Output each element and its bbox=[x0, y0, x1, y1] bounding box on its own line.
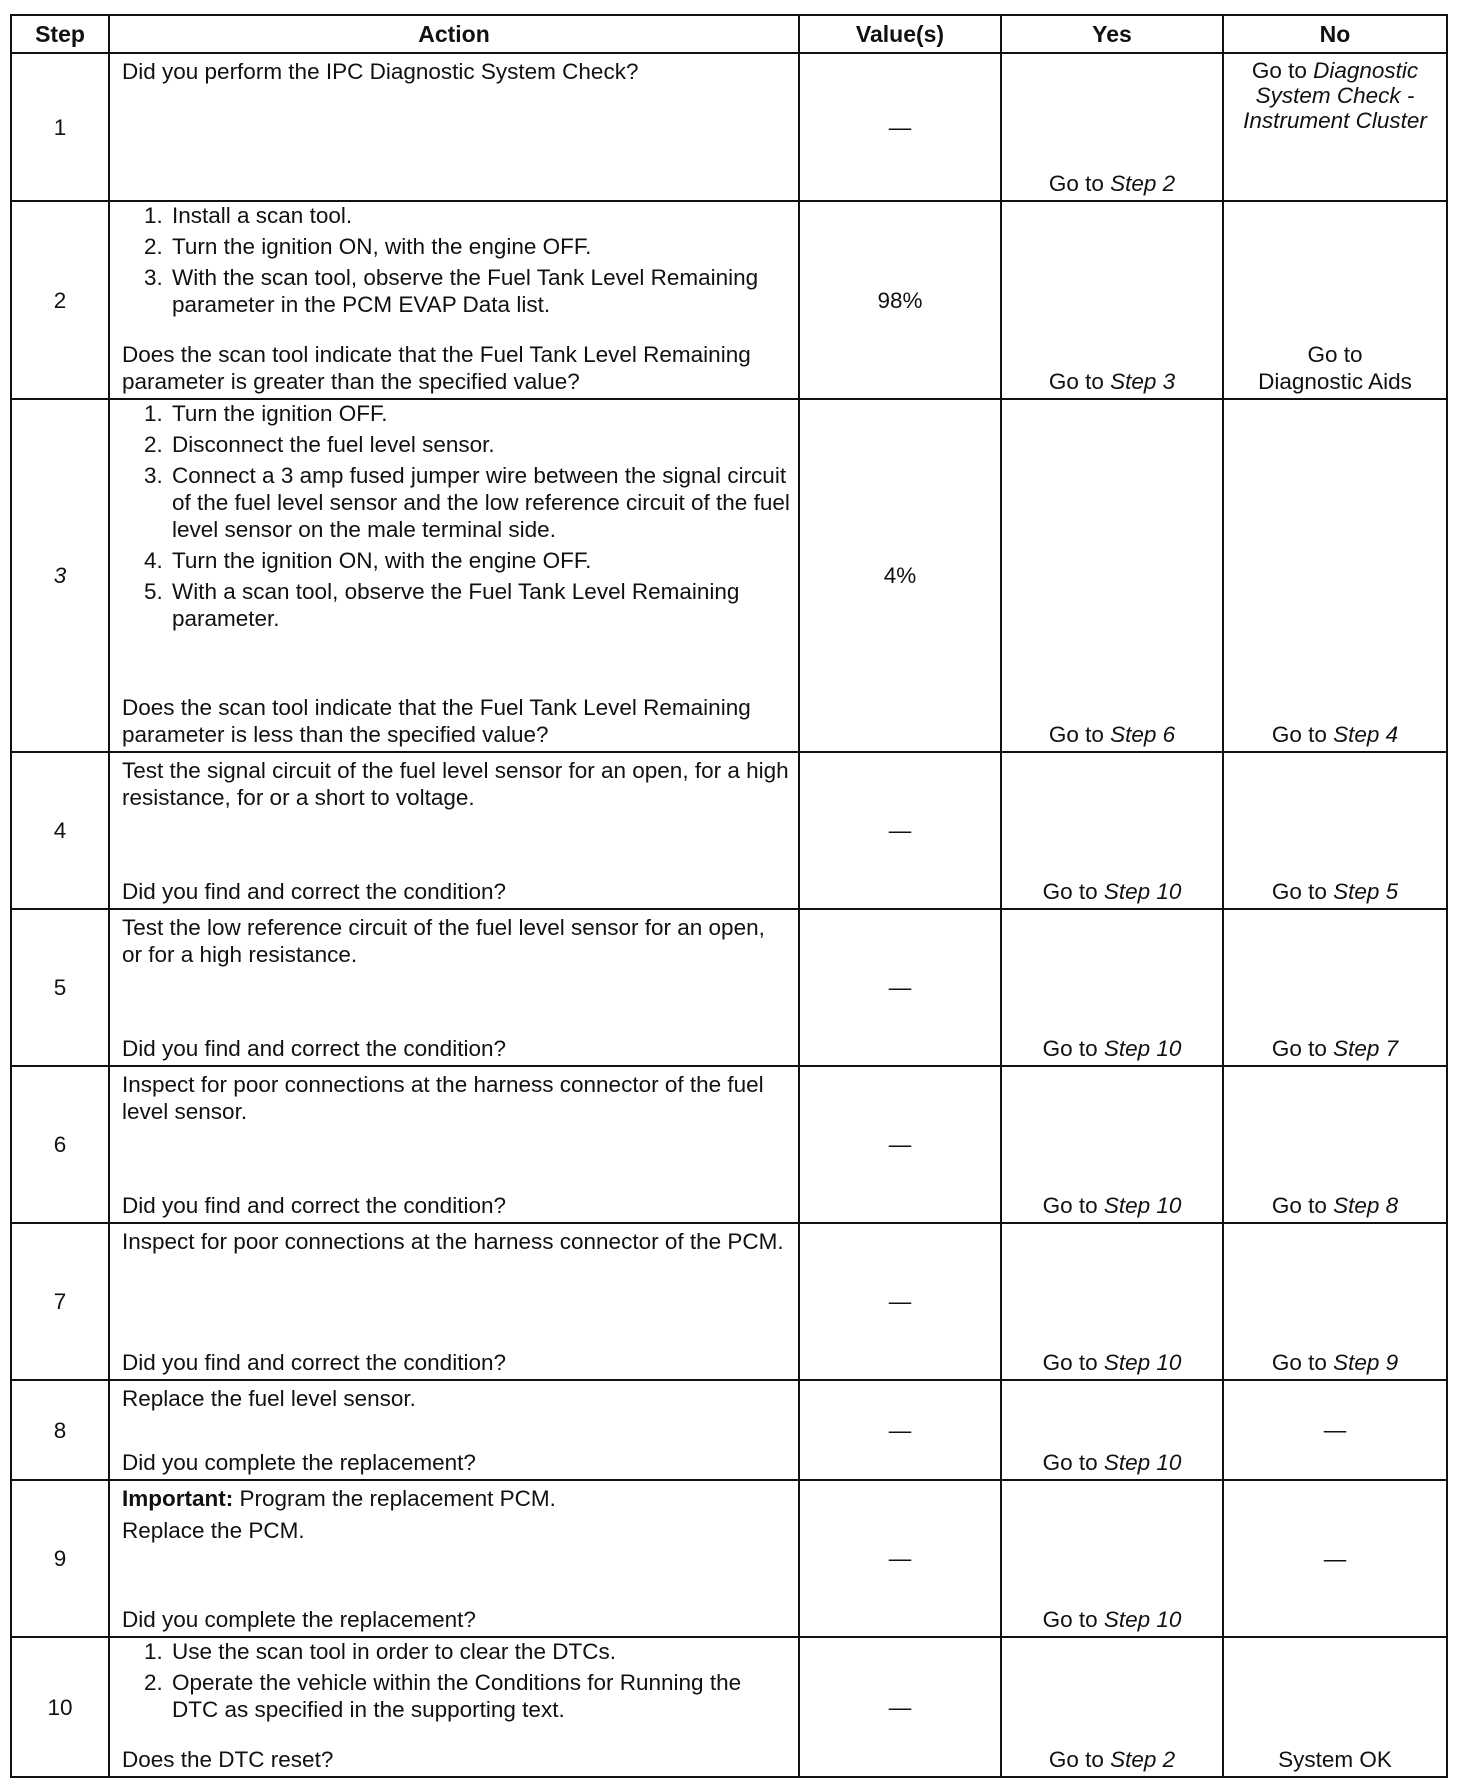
yes-link[interactable]: Step 10 bbox=[1103, 1193, 1182, 1218]
value-cell: — bbox=[799, 1066, 1001, 1223]
no-link[interactable]: Step 5 bbox=[1333, 879, 1399, 904]
action-cell bbox=[109, 909, 799, 1066]
value-cell: 98% bbox=[799, 201, 1001, 399]
no-cell bbox=[1223, 1637, 1447, 1777]
action-text: Inspect for poor connections at the harness connector of the fuel level sensor. bbox=[122, 1072, 764, 1124]
yes-cell bbox=[1001, 1380, 1223, 1480]
action-list bbox=[122, 202, 790, 318]
yes-link[interactable]: Step 10 bbox=[1103, 879, 1182, 904]
no-line1: Go to bbox=[1307, 342, 1363, 367]
table-row bbox=[11, 1380, 1447, 1480]
no-cell bbox=[1223, 752, 1447, 909]
header-no: No bbox=[1223, 15, 1447, 53]
important-text: Program the replacement PCM. bbox=[233, 1486, 556, 1511]
no-cell bbox=[1223, 1480, 1447, 1637]
table-row bbox=[11, 53, 1447, 201]
yes-link[interactable]: Step 2 bbox=[1110, 171, 1176, 196]
step-number: 9 bbox=[11, 1480, 109, 1637]
table-row bbox=[11, 1637, 1447, 1777]
no-cell bbox=[1223, 399, 1447, 752]
yes-link[interactable]: Step 10 bbox=[1103, 1036, 1182, 1061]
header-row bbox=[11, 15, 1447, 53]
action-cell bbox=[109, 201, 799, 399]
header-action: Action bbox=[109, 15, 799, 53]
yes-prefix: Go to bbox=[1042, 1036, 1104, 1061]
list-item: 1. Use the scan tool in order to clear the DTCs. bbox=[144, 1639, 616, 1664]
list-item: 2. Operate the vehicle within the Conditions for Running the DTC as specified in the supporting text. bbox=[144, 1670, 742, 1722]
action-cell bbox=[109, 1066, 799, 1223]
table-row bbox=[11, 909, 1447, 1066]
action-text: Test the low reference circuit of the fuel level sensor for an open, or for a high resistance. bbox=[122, 915, 765, 967]
no-link[interactable]: Step 4 bbox=[1333, 722, 1399, 747]
no-cell bbox=[1223, 1066, 1447, 1223]
no-link[interactable]: Step 8 bbox=[1333, 1193, 1399, 1218]
step-number: 3 bbox=[11, 399, 109, 752]
action-cell bbox=[109, 399, 799, 752]
value-cell: — bbox=[799, 1637, 1001, 1777]
step-number: 8 bbox=[11, 1380, 109, 1480]
list-item: 3. With the scan tool, observe the Fuel Tank Level Remaining parameter in the PCM EVAP Data list. bbox=[144, 265, 759, 317]
important-label: Important: bbox=[122, 1486, 234, 1511]
header-values: Value(s) bbox=[799, 15, 1001, 53]
yes-link[interactable]: Step 10 bbox=[1103, 1350, 1182, 1375]
action-cell bbox=[109, 1223, 799, 1380]
step-number: 5 bbox=[11, 909, 109, 1066]
step-number: 6 bbox=[11, 1066, 109, 1223]
action-text: Test the signal circuit of the fuel level sensor for an open, for a high resistance, for or a short to voltage. bbox=[122, 758, 789, 810]
yes-cell bbox=[1001, 909, 1223, 1066]
table-row bbox=[11, 1480, 1447, 1637]
yes-cell bbox=[1001, 1223, 1223, 1380]
no-link[interactable]: Diagnostic Aids bbox=[1258, 369, 1412, 394]
step-number: 4 bbox=[11, 752, 109, 909]
action-question: Did you find and correct the condition? bbox=[122, 1193, 506, 1218]
no-prefix: Go to bbox=[1271, 1036, 1334, 1061]
no-prefix: Go to bbox=[1251, 58, 1314, 83]
table-row bbox=[11, 1066, 1447, 1223]
yes-cell bbox=[1001, 1480, 1223, 1637]
yes-prefix: Go to bbox=[1042, 1450, 1104, 1475]
yes-link[interactable]: Step 10 bbox=[1103, 1450, 1182, 1475]
table-row bbox=[11, 201, 1447, 399]
no-link[interactable]: Diagnostic System Check - Instrument Cluster bbox=[1243, 58, 1427, 133]
diagnostic-document bbox=[10, 14, 1446, 1778]
no-link[interactable]: Step 7 bbox=[1333, 1036, 1399, 1061]
action-cell bbox=[109, 1480, 799, 1637]
yes-link[interactable]: Step 6 bbox=[1110, 722, 1176, 747]
yes-cell bbox=[1001, 53, 1223, 201]
action-question: Does the DTC reset? bbox=[122, 1747, 334, 1772]
action-list bbox=[122, 400, 790, 632]
action-list bbox=[122, 1638, 790, 1723]
no-prefix: Go to bbox=[1271, 879, 1334, 904]
action-text: Inspect for poor connections at the harness connector of the PCM. bbox=[122, 1229, 784, 1254]
action-cell bbox=[109, 752, 799, 909]
list-item: 3. Connect a 3 amp fused jumper wire between the signal circuit of the fuel level sensor and the low reference circuit of the fuel level sensor on the male terminal side. bbox=[144, 463, 790, 542]
action-cell bbox=[109, 1380, 799, 1480]
value-cell: — bbox=[799, 1380, 1001, 1480]
list-item: 2. Disconnect the fuel level sensor. bbox=[144, 432, 495, 457]
yes-prefix: Go to bbox=[1042, 1193, 1104, 1218]
action-question: Did you complete the replacement? bbox=[122, 1450, 476, 1475]
action-question: Does the scan tool indicate that the Fuel Tank Level Remaining parameter is greater than the specified value? bbox=[122, 342, 751, 394]
yes-prefix: Go to bbox=[1042, 1607, 1104, 1632]
yes-cell bbox=[1001, 752, 1223, 909]
yes-prefix: Go to bbox=[1048, 1747, 1111, 1772]
no-prefix: Go to bbox=[1271, 722, 1334, 747]
yes-prefix: Go to bbox=[1048, 369, 1111, 394]
yes-cell bbox=[1001, 399, 1223, 752]
value-cell: — bbox=[799, 752, 1001, 909]
step-number: 1 bbox=[11, 53, 109, 201]
list-item: 2. Turn the ignition ON, with the engine OFF. bbox=[144, 234, 592, 259]
yes-cell bbox=[1001, 1066, 1223, 1223]
no-text: — bbox=[1323, 1546, 1347, 1571]
action-text: Did you perform the IPC Diagnostic System Check? bbox=[122, 59, 639, 84]
yes-link[interactable]: Step 10 bbox=[1103, 1607, 1182, 1632]
table-row bbox=[11, 752, 1447, 909]
value-cell: — bbox=[799, 53, 1001, 201]
header-yes: Yes bbox=[1001, 15, 1223, 53]
no-prefix: Go to bbox=[1271, 1350, 1334, 1375]
list-item: 1. Install a scan tool. bbox=[144, 203, 353, 228]
value-cell: — bbox=[799, 909, 1001, 1066]
no-cell bbox=[1223, 201, 1447, 399]
no-text: System OK bbox=[1278, 1747, 1392, 1772]
no-prefix: Go to bbox=[1271, 1193, 1334, 1218]
action-text: Replace the fuel level sensor. bbox=[122, 1386, 416, 1411]
yes-cell bbox=[1001, 201, 1223, 399]
table-row bbox=[11, 399, 1447, 752]
action-question: Did you find and correct the condition? bbox=[122, 879, 506, 904]
yes-cell bbox=[1001, 1637, 1223, 1777]
value-cell: 4% bbox=[799, 399, 1001, 752]
action-cell bbox=[109, 1637, 799, 1777]
no-cell bbox=[1223, 1380, 1447, 1480]
important-note bbox=[122, 1481, 790, 1512]
yes-prefix: Go to bbox=[1048, 722, 1111, 747]
action-cell bbox=[109, 53, 799, 201]
no-link[interactable]: Step 9 bbox=[1333, 1350, 1399, 1375]
action-question: Did you find and correct the condition? bbox=[122, 1350, 506, 1375]
step-number: 2 bbox=[11, 201, 109, 399]
table-row bbox=[11, 1223, 1447, 1380]
no-text: — bbox=[1323, 1417, 1347, 1443]
action-question: Does the scan tool indicate that the Fuel Tank Level Remaining parameter is less than the specified value? bbox=[122, 695, 751, 747]
list-item: 5. With a scan tool, observe the Fuel Tank Level Remaining parameter. bbox=[144, 579, 740, 631]
yes-link[interactable]: Step 2 bbox=[1110, 1747, 1176, 1772]
action-text: Replace the PCM. bbox=[122, 1518, 305, 1543]
yes-prefix: Go to bbox=[1048, 171, 1111, 196]
diagnostic-table bbox=[10, 14, 1448, 1778]
yes-link[interactable]: Step 3 bbox=[1110, 369, 1176, 394]
list-item: 1. Turn the ignition OFF. bbox=[144, 401, 388, 426]
yes-prefix: Go to bbox=[1042, 879, 1104, 904]
action-question: Did you find and correct the condition? bbox=[122, 1036, 506, 1061]
value-cell: — bbox=[799, 1480, 1001, 1637]
action-question: Did you complete the replacement? bbox=[122, 1607, 476, 1632]
value-cell: — bbox=[799, 1223, 1001, 1380]
step-number: 7 bbox=[11, 1223, 109, 1380]
no-cell bbox=[1223, 909, 1447, 1066]
yes-prefix: Go to bbox=[1042, 1350, 1104, 1375]
no-cell bbox=[1223, 53, 1447, 201]
step-number: 10 bbox=[11, 1637, 109, 1777]
header-step: Step bbox=[11, 15, 109, 53]
list-item: 4. Turn the ignition ON, with the engine OFF. bbox=[144, 548, 592, 573]
no-cell bbox=[1223, 1223, 1447, 1380]
